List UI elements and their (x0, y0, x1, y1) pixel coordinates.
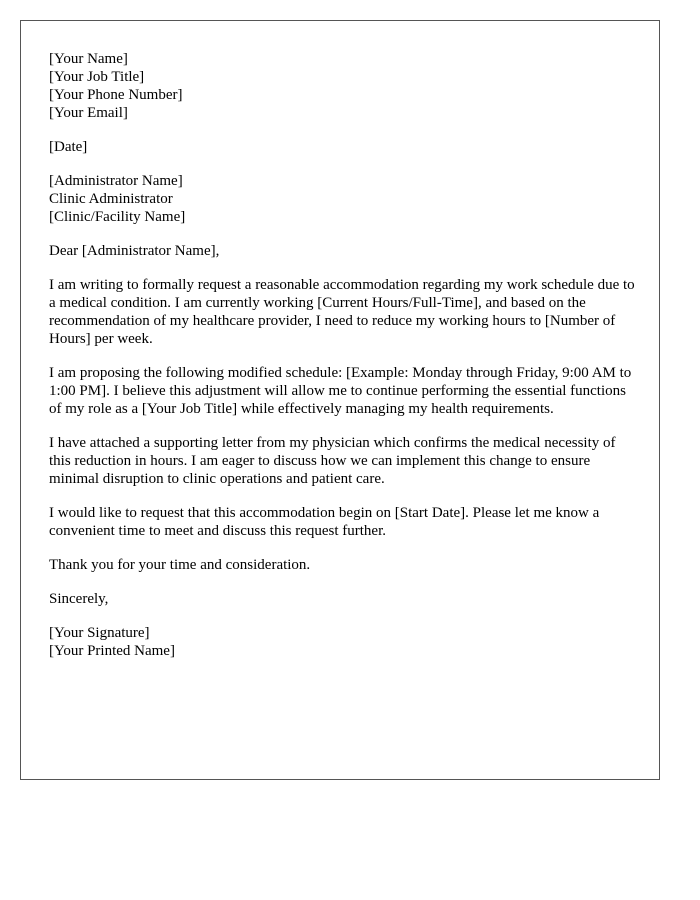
printed-name: [Your Printed Name] (49, 643, 175, 659)
sender-job-title: [Your Job Title] (49, 69, 145, 85)
closing: Sincerely, (49, 591, 109, 607)
sender-block (49, 50, 635, 122)
letter-date: [Date] (49, 139, 88, 155)
salutation: Dear [Administrator Name], (49, 243, 220, 259)
body-paragraph-2: I am proposing the following modified schedule: [Example: Monday through Friday, 9:00 AM to 1:00 PM]. I believe this adjustment will allow me to continue performing the essential functions of my role as a [Your Job Title] while effectively managing my health requirements. (49, 365, 632, 417)
sender-phone: [Your Phone Number] (49, 87, 183, 103)
recipient-facility: [Clinic/Facility Name] (49, 209, 186, 225)
date-block (49, 138, 635, 156)
recipient-block (49, 172, 635, 226)
body-paragraph-3: I have attached a supporting letter from my physician which confirms the medical necessity of this reduction in hours. I am eager to discuss how we can implement this change to ensure minimal disruption to clinic operations and patient care. (49, 435, 616, 487)
signature-line: [Your Signature] (49, 625, 150, 641)
body-paragraph-5: Thank you for your time and consideration. (49, 557, 311, 573)
recipient-name: [Administrator Name] (49, 173, 183, 189)
letter-page (20, 20, 660, 780)
sender-name: [Your Name] (49, 51, 128, 67)
body-paragraph-1: I am writing to formally request a reasonable accommodation regarding my work schedule due to a medical condition. I am currently working [Current Hours/Full-Time], and based on the recommendation of my healthcare provider, I need to reduce my working hours to [Number of Hours] per week. (49, 277, 635, 347)
signature-block (49, 624, 635, 660)
sender-email: [Your Email] (49, 105, 128, 121)
recipient-title: Clinic Administrator (49, 191, 173, 207)
letter-body (49, 50, 635, 676)
body-paragraph-4: I would like to request that this accommodation begin on [Start Date]. Please let me know a convenient time to meet and discuss this request further. (49, 505, 600, 539)
